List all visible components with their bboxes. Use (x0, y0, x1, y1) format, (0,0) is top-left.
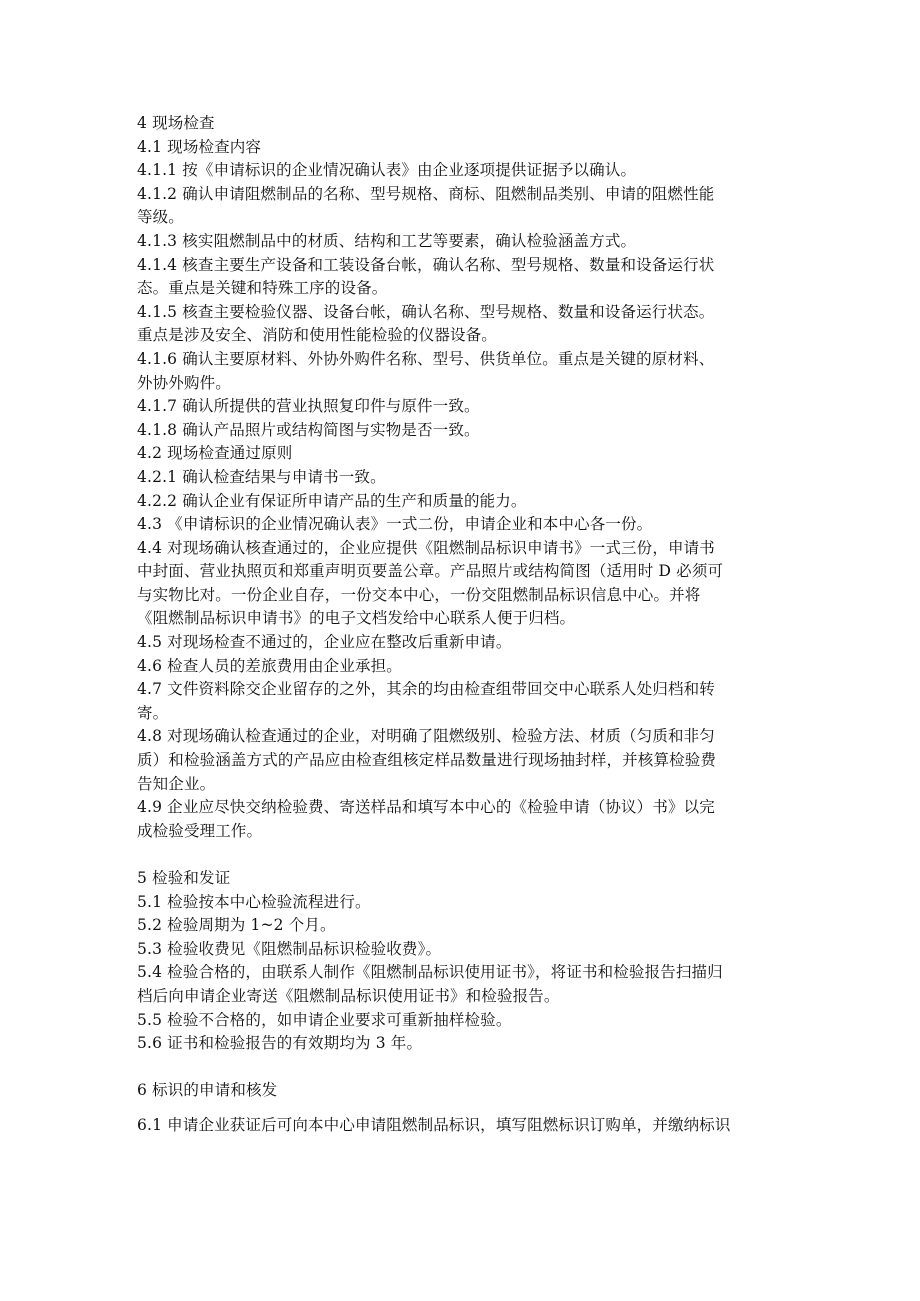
clause-4-6: 4.6 检查人员的差旅费用由企业承担。 (137, 656, 402, 675)
section-heading-5: 5 检验和发证 (137, 869, 231, 887)
clause-4-5: 4.5 对现场检查不通过的，企业应在整改后重新申请。 (137, 633, 512, 652)
clause-5-1: 5.1 检验按本中心检验流程进行。 (137, 892, 371, 911)
clause-5-4-line-2: 档后向申请企业寄送《阻燃制品标识使用证书》和检验报告。 (137, 986, 560, 1005)
clause-4-4-line-3: 与实物比对。一份企业自存，一份交本中心，一份交阻燃制品标识信息中心。并将 (137, 585, 701, 604)
clause-5-2: 5.2 检验周期为 1~2 个月。 (137, 916, 336, 935)
clause-4-7-line-2: 寄。 (137, 703, 169, 722)
paragraph-gap (137, 843, 787, 867)
clause-4-1-2-line-2: 等级。 (137, 208, 184, 227)
subsection-heading-4-1: 4.1 现场检查内容 (137, 137, 262, 156)
clause-4-1-7: 4.1.7 确认所提供的营业执照复印件与原件一致。 (137, 397, 480, 416)
clause-4-1-4-line-2: 态。重点是关键和特殊工序的设备。 (137, 279, 388, 298)
heading-gap (137, 1103, 787, 1114)
clause-4-9-line-2: 成检验受理工作。 (137, 821, 263, 840)
clause-4-1-3: 4.1.3 核实阻燃制品中的材质、结构和工艺等要素，确认检验涵盖方式。 (137, 231, 637, 250)
clause-4-8-line-1: 4.8 对现场确认检查通过的企业，对明确了阻燃级别、检验方法、材质（匀质和非匀 (137, 727, 715, 746)
clause-4-1-4-line-1: 4.1.4 核查主要生产设备和工装设备台帐，确认名称、型号规格、数量和设备运行状 (137, 255, 715, 274)
clause-6-1-line-1: 6.1 申请企业获证后可向本中心申请阻燃制品标识，填写阻燃标识订购单，并缴纳标识 (137, 1115, 731, 1134)
clause-4-4-line-4: 《阻燃制品标识申请书》的电子文档发给中心联系人便于归档。 (137, 609, 576, 628)
clause-5-5: 5.5 检验不合格的，如申请企业要求可重新抽样检验。 (137, 1010, 512, 1029)
clause-4-1-8: 4.1.8 确认产品照片或结构简图与实物是否一致。 (137, 420, 480, 439)
subsection-heading-4-2: 4.2 现场检查通过原则 (137, 444, 293, 463)
clause-4-4-line-1: 4.4 对现场确认核查通过的，企业应提供《阻燃制品标识申请书》一式三份，申请书 (137, 538, 715, 557)
clause-4-1-6-line-2: 外协外购件。 (137, 373, 231, 392)
section-heading-4: 4 现场检查 (137, 114, 215, 132)
clause-4-1-6-line-1: 4.1.6 确认主要原材料、外协外购件名称、型号、供货单位。重点是关键的原材料、 (137, 349, 715, 368)
clause-4-1-1: 4.1.1 按《申请标识的企业情况确认表》由企业逐项提供证据予以确认。 (137, 161, 637, 180)
clause-5-4-line-1: 5.4 检验合格的，由联系人制作《阻燃制品标识使用证书》，将证书和检验报告扫描归 (137, 963, 723, 982)
clause-4-1-5-line-2: 重点是涉及安全、消防和使用性能检验的仪器设备。 (137, 326, 497, 345)
clause-4-2-2: 4.2.2 确认企业有保证所申请产品的生产和质量的能力。 (137, 491, 527, 510)
clause-4-8-line-2: 质）和检验涵盖方式的产品应由检查组核定样品数量进行现场抽封样，并核算检验费 (137, 751, 717, 770)
clause-4-9-line-1: 4.9 企业应尽快交纳检验费、寄送样品和填写本中心的《检验申请（协议）书》以完 (137, 798, 715, 817)
paragraph-gap (137, 1056, 787, 1080)
clause-4-8-line-3: 告知企业。 (137, 774, 216, 793)
clause-4-3: 4.3 《申请标识的企业情况确认表》一式二份，申请企业和本中心各一份。 (137, 515, 653, 534)
clause-4-2-1: 4.2.1 确认检查结果与申请书一致。 (137, 467, 386, 486)
clause-4-4-line-2: 中封面、营业执照页和郑重声明页要盖公章。产品照片或结构简图（适用时 D 必须可 (137, 562, 724, 581)
section-heading-6: 6 标识的申请和核发 (137, 1081, 278, 1100)
clause-4-1-5-line-1: 4.1.5 核查主要检验仪器、设备台帐，确认名称、型号规格、数量和设备运行状态。 (137, 302, 715, 321)
clause-5-6: 5.6 证书和检验报告的有效期均为 3 年。 (137, 1034, 423, 1053)
clause-4-1-2-line-1: 4.1.2 确认申请阻燃制品的名称、型号规格、商标、阻燃制品类别、申请的阻燃性能 (137, 184, 715, 203)
clause-4-7-line-1: 4.7 文件资料除交企业留存的之外，其余的均由检查组带回交中心联系人处归档和转 (137, 680, 715, 699)
document-page (137, 112, 787, 1138)
clause-5-3: 5.3 检验收费见《阻燃制品标识检验收费》。 (137, 939, 442, 958)
